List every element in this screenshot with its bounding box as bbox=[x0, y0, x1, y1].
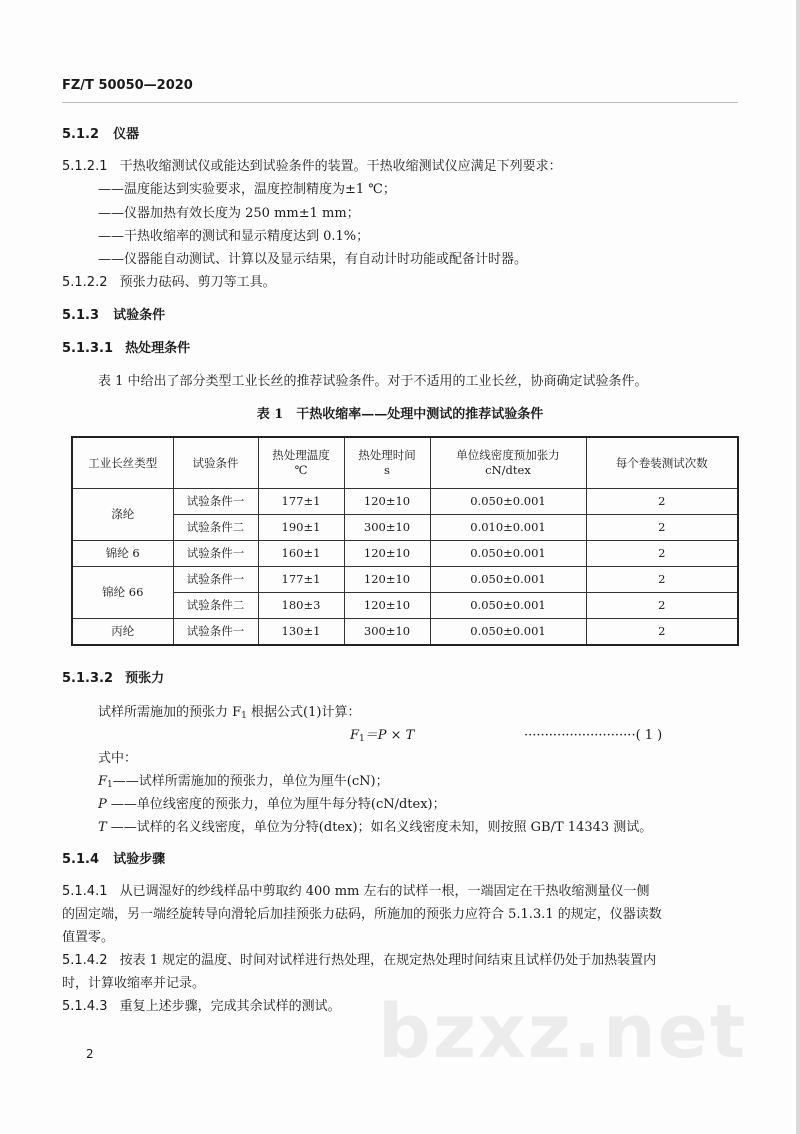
header-unit: cN/dtex bbox=[485, 463, 531, 477]
table-cell: 120±10 bbox=[344, 593, 430, 619]
definition-text: ——试样的名义线密度，单位为分特(dtex)；如名义线密度未知，则按照 GB/T 14343 测试。 bbox=[106, 820, 653, 835]
where-label: 式中： bbox=[98, 751, 138, 766]
page-edge bbox=[796, 0, 800, 1134]
header-line: 热处理温度 bbox=[272, 448, 330, 462]
table-cell: 300±10 bbox=[344, 515, 430, 541]
paragraph-line: 按表 1 规定的温度、时间对试样进行热处理，在规定热处理时间结束且试样仍处于加热装置内 bbox=[119, 953, 657, 968]
section-5-1-2-heading bbox=[62, 126, 139, 144]
table-cell: 180±3 bbox=[258, 593, 344, 619]
paragraph-line: 值置零。 bbox=[62, 930, 115, 945]
subscript: 1 bbox=[241, 711, 247, 721]
paragraph-line: 时，计算收缩率并记录。 bbox=[62, 976, 206, 991]
section-5-1-4-2 bbox=[62, 952, 656, 970]
table-cell: 177±1 bbox=[258, 489, 344, 515]
subscript: 1 bbox=[359, 734, 365, 744]
definition-f1 bbox=[98, 773, 389, 794]
table-cell: 0.050±0.001 bbox=[430, 619, 586, 646]
table-cell: 试验条件一 bbox=[173, 567, 258, 593]
section-number: 5.1.2.2 bbox=[62, 275, 108, 290]
table-cell: 130±1 bbox=[258, 619, 344, 646]
section-5-1-4-1 bbox=[62, 883, 650, 901]
section-5-1-2-1 bbox=[62, 158, 562, 176]
definition-text: ——试样所需施加的预张力，单位为厘牛(cN)； bbox=[112, 774, 389, 789]
section-title: 仪器 bbox=[113, 127, 140, 142]
table-cell: 2 bbox=[586, 541, 738, 567]
paragraph-line: 从已调湿好的纱线样品中剪取约 400 mm 左右的试样一根，一端固定在干热收缩测量仪一侧 bbox=[119, 884, 650, 899]
table-cell: 试验条件一 bbox=[173, 541, 258, 567]
definition-text: ——单位线密度的预张力，单位为厘牛每分特(cN/dtex)； bbox=[106, 797, 446, 812]
definition-p bbox=[98, 796, 446, 814]
table-row bbox=[72, 619, 738, 646]
fiber-type-cell: 锦纶 66 bbox=[72, 567, 173, 619]
header-unit: s bbox=[384, 463, 390, 477]
list-item: ——干热收缩率的测试和显示精度达到 0.1%； bbox=[98, 229, 370, 244]
list-item: ——仪器加热有效长度为 250 mm±1 mm； bbox=[98, 206, 360, 221]
paragraph-text: 重复上述步骤，完成其余试样的测试。 bbox=[119, 999, 341, 1014]
list-item: ——温度能达到实验要求，温度控制精度为±1 ℃； bbox=[98, 182, 396, 197]
table-cell: 试验条件一 bbox=[173, 489, 258, 515]
table-header-cell: 工业长丝类型 bbox=[72, 437, 173, 489]
table-cell: 120±10 bbox=[344, 567, 430, 593]
section-5-1-3-heading bbox=[62, 307, 165, 325]
table-cell: 120±10 bbox=[344, 541, 430, 567]
section-5-1-3-1-heading bbox=[62, 340, 190, 358]
table-cell: 2 bbox=[586, 515, 738, 541]
intro-tail: 根据公式(1)计算： bbox=[246, 705, 361, 720]
table-header-cell: 试验条件 bbox=[173, 437, 258, 489]
list-item: ——仪器能自动测试、计算以及显示结果，有自动计时功能或配备计时器。 bbox=[98, 252, 528, 267]
table-cell: 120±10 bbox=[344, 489, 430, 515]
table-row bbox=[72, 541, 738, 567]
section-title: 热处理条件 bbox=[125, 341, 191, 356]
table-row bbox=[72, 567, 738, 593]
table-cell: 0.050±0.001 bbox=[430, 489, 586, 515]
table-cell: 0.050±0.001 bbox=[430, 567, 586, 593]
definition-t bbox=[98, 819, 652, 837]
fiber-type-cell: 锦纶 6 bbox=[72, 541, 173, 567]
section-number: 5.1.2.1 bbox=[62, 159, 108, 174]
formula-rhs: ＝P × T bbox=[364, 728, 415, 743]
section-number: 5.1.3.1 bbox=[62, 341, 113, 356]
table-header-row bbox=[72, 437, 738, 489]
section-number: 5.1.4.1 bbox=[62, 884, 108, 899]
table-cell: 0.010±0.001 bbox=[430, 515, 586, 541]
section-title: 试验条件 bbox=[113, 308, 166, 323]
header-unit: ℃ bbox=[294, 463, 308, 477]
section-number: 5.1.4.2 bbox=[62, 953, 108, 968]
table-cell: 190±1 bbox=[258, 515, 344, 541]
subscript: 1 bbox=[107, 780, 113, 790]
formula-intro bbox=[98, 704, 360, 725]
table-cell: 160±1 bbox=[258, 541, 344, 567]
table-row bbox=[72, 489, 738, 515]
table-cell: 试验条件二 bbox=[173, 593, 258, 619]
page-number: 2 bbox=[86, 1047, 94, 1061]
table-cell: 2 bbox=[586, 593, 738, 619]
section-5-1-3-2-heading bbox=[62, 670, 164, 688]
table-header-cell bbox=[430, 437, 586, 489]
section-number: 5.1.3 bbox=[62, 308, 100, 323]
formula-number: ···························( 1 ) bbox=[524, 728, 663, 743]
table-cell: 试验条件一 bbox=[173, 619, 258, 646]
formula-lhs: F bbox=[350, 728, 360, 743]
watermark: bzxz.net bbox=[378, 989, 748, 1075]
section-number: 5.1.2 bbox=[62, 127, 100, 142]
symbol: P bbox=[98, 797, 107, 812]
header-rule bbox=[62, 102, 738, 103]
table-cell: 0.050±0.001 bbox=[430, 541, 586, 567]
header-line: 单位线密度预加张力 bbox=[456, 448, 560, 462]
section-number: 5.1.3.2 bbox=[62, 671, 113, 686]
section-5-1-4-3 bbox=[62, 998, 341, 1016]
section-title: 预张力 bbox=[125, 671, 165, 686]
table-cell: 试验条件二 bbox=[173, 515, 258, 541]
standard-code: FZ/T 50050—2020 bbox=[62, 78, 193, 93]
table-cell: 2 bbox=[586, 567, 738, 593]
section-5-1-4-heading bbox=[62, 851, 165, 869]
table-cell: 0.050±0.001 bbox=[430, 593, 586, 619]
header-line: 热处理时间 bbox=[358, 448, 416, 462]
table-header-cell: 每个卷装测试次数 bbox=[586, 437, 738, 489]
section-5-1-2-2 bbox=[62, 274, 276, 292]
paragraph-text: 表 1 中给出了部分类型工业长丝的推荐试验条件。对于不适用的工业长丝，协商确定试验条件。 bbox=[98, 374, 648, 389]
intro-text: 试样所需施加的预张力 F bbox=[98, 705, 242, 720]
symbol: T bbox=[98, 820, 107, 835]
table-cell: 177±1 bbox=[258, 567, 344, 593]
formula bbox=[350, 727, 414, 748]
table-cell: 2 bbox=[586, 489, 738, 515]
paragraph-text: 干热收缩测试仪或能达到试验条件的装置。干热收缩测试仪应满足下列要求： bbox=[119, 159, 562, 174]
paragraph-text: 预张力砝码、剪刀等工具。 bbox=[119, 275, 276, 290]
table-cell: 300±10 bbox=[344, 619, 430, 646]
table-header-cell bbox=[344, 437, 430, 489]
fiber-type-cell: 丙纶 bbox=[72, 619, 173, 646]
table-header-cell bbox=[258, 437, 344, 489]
table-cell: 2 bbox=[586, 619, 738, 646]
section-number: 5.1.4 bbox=[62, 852, 100, 867]
paragraph-line: 的固定端，另一端经旋转导向滑轮后加挂预张力砝码，所施加的预张力应符合 5.1.3.1 的规定，仪器读数 bbox=[62, 907, 662, 922]
table-caption: 表 1 干热收缩率——处理中测试的推荐试验条件 bbox=[256, 407, 544, 422]
fiber-type-cell: 涤纶 bbox=[72, 489, 173, 541]
section-number: 5.1.4.3 bbox=[62, 999, 108, 1014]
table-1 bbox=[71, 436, 739, 646]
section-title: 试验步骤 bbox=[113, 852, 166, 867]
symbol: F bbox=[98, 774, 108, 789]
